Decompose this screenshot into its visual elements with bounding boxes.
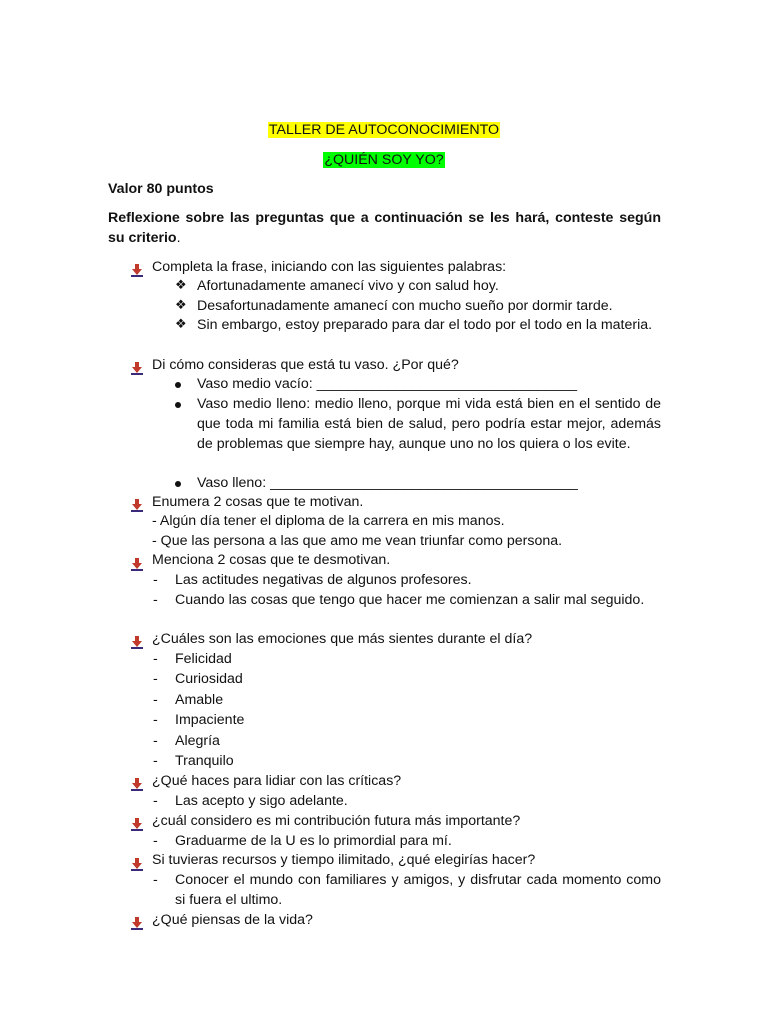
dash-marker: - (153, 671, 158, 687)
q1-item-2: Desafortunadamente amanecí con mucho sueño por dormir tarde. (197, 298, 613, 314)
question-3: Enumera 2 cosas que te motivan. (152, 494, 364, 510)
dash-marker: - (153, 833, 158, 849)
q5-item-6: Tranquilo (175, 753, 234, 769)
arrow-bullet-icon (130, 557, 144, 571)
question-4: Menciona 2 cosas que te desmotivan. (152, 552, 391, 568)
diamond-bullet-icon: ❖ (175, 317, 187, 332)
q4-item-1: Las actitudes negativas de algunos profesores. (175, 572, 472, 588)
dash-marker: - (153, 793, 158, 809)
dash-marker: - (153, 712, 158, 728)
instructions (108, 208, 661, 248)
instructions-period: . (176, 230, 181, 246)
points-value: Valor 80 puntos (108, 181, 214, 197)
round-bullet-icon (175, 481, 181, 487)
q5-item-5: Alegría (175, 733, 220, 749)
arrow-bullet-icon (130, 361, 144, 375)
arrow-bullet-icon (130, 635, 144, 649)
q2-item-3: Vaso lleno: _______________________________________ (197, 475, 578, 491)
round-bullet-icon (175, 402, 181, 408)
dash-marker: - (153, 692, 158, 708)
q8-item-1: Conocer el mundo con familiares y amigos, y disfrutar cada momento como si fuera el ultimo. (175, 872, 661, 908)
question-1: Completa la frase, iniciando con las siguientes palabras: (152, 259, 507, 275)
question-8: Si tuvieras recursos y tiempo ilimitado, ¿qué elegirías hacer? (152, 852, 536, 868)
dash-marker: - (153, 651, 158, 667)
q2-item-2: Vaso medio lleno: medio lleno, porque mi vida está bien en el sentido de que toda mi familia está bien de salud, pero podría estar mejor, además de problemas que siempre hay, aunque uno no los quiera o los evite. (197, 396, 661, 452)
q5-item-2: Curiosidad (175, 671, 243, 687)
title-line (0, 121, 768, 139)
arrow-bullet-icon (130, 857, 144, 871)
q5-item-1: Felicidad (175, 651, 232, 667)
diamond-bullet-icon: ❖ (175, 298, 187, 313)
q1-item-3: Sin embargo, estoy preparado para dar el todo por el todo en la materia. (197, 317, 653, 333)
arrow-bullet-icon (130, 777, 144, 791)
question-5: ¿Cuáles son las emociones que más sientes durante el día? (152, 631, 533, 647)
q3-item-1: - Algún día tener el diploma de la carrera en mis manos. (152, 513, 505, 529)
round-bullet-icon (175, 382, 181, 388)
subtitle-line (0, 151, 768, 169)
diamond-bullet-icon: ❖ (175, 278, 187, 293)
q5-item-4: Impaciente (175, 712, 245, 728)
arrow-bullet-icon (130, 498, 144, 512)
page-title: TALLER DE AUTOCONOCIMIENTO (268, 122, 500, 138)
arrow-bullet-icon (130, 916, 144, 930)
question-9: ¿Qué piensas de la vida? (152, 912, 313, 928)
q5-item-3: Amable (175, 692, 224, 708)
question-6: ¿Qué haces para lidiar con las críticas? (152, 773, 402, 789)
q2-item-1: Vaso medio vacío: _________________________________ (197, 376, 577, 392)
dash-marker: - (153, 753, 158, 769)
q1-item-1: Afortunadamente amanecí vivo y con salud hoy. (197, 278, 499, 294)
dash-marker: - (153, 592, 158, 608)
question-7: ¿cuál considero es mi contribución futura más importante? (152, 813, 521, 829)
q7-item-1: Graduarme de la U es lo primordial para mí. (175, 833, 452, 849)
question-2: Di cómo consideras que está tu vaso. ¿Por qué? (152, 357, 459, 373)
dash-marker: - (153, 872, 158, 888)
dash-marker: - (153, 572, 158, 588)
dash-marker: - (153, 733, 158, 749)
page-subtitle: ¿QUIÉN SOY YO? (324, 152, 444, 168)
q6-item-1: Las acepto y sigo adelante. (175, 793, 348, 809)
arrow-bullet-icon (130, 263, 144, 277)
q3-item-2: - Que las persona a las que amo me vean triunfar como persona. (152, 533, 563, 549)
instructions-text: Reflexione sobre las preguntas que a continuación se les hará, conteste según su criterio (108, 210, 661, 246)
arrow-bullet-icon (130, 817, 144, 831)
q4-item-2: Cuando las cosas que tengo que hacer me comienzan a salir mal seguido. (175, 592, 645, 608)
